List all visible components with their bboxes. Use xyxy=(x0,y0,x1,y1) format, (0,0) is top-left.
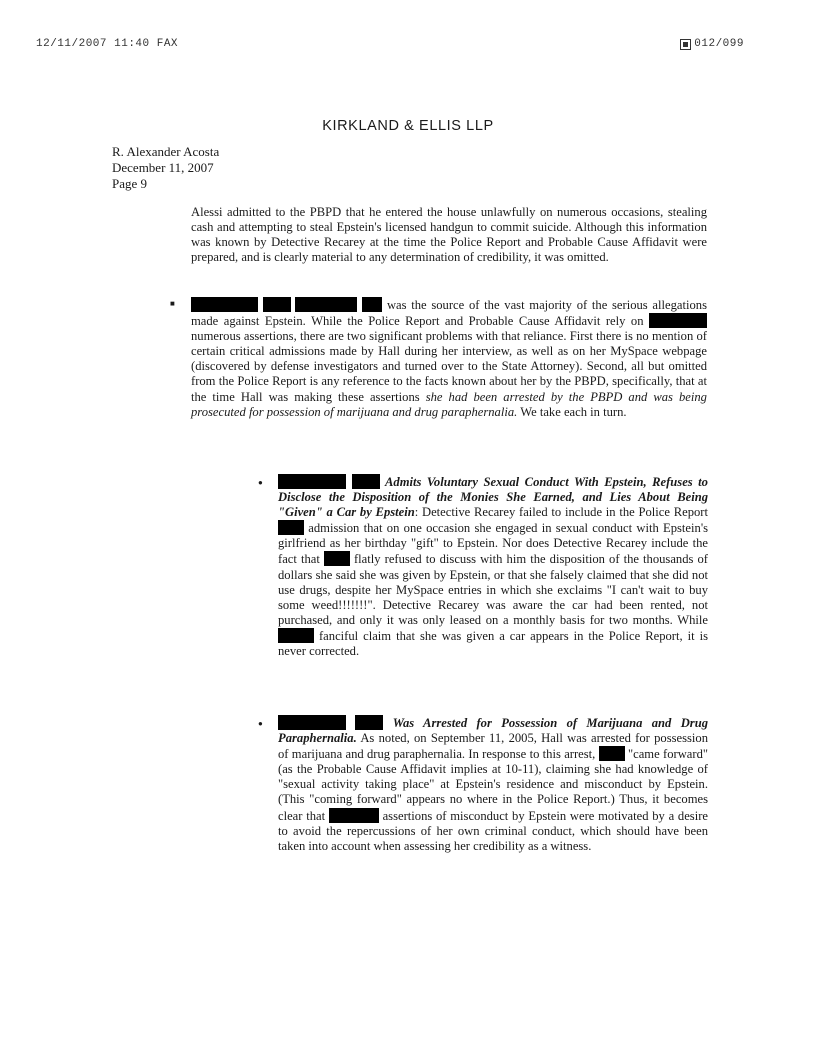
redaction-bar xyxy=(278,715,346,730)
redaction-bar xyxy=(295,297,357,312)
fax-page-counter xyxy=(680,38,744,50)
paragraph-text: We take each in turn. xyxy=(520,404,627,419)
fax-checkbox-icon xyxy=(680,39,691,50)
fax-timestamp: 12/11/2007 11:40 FAX xyxy=(36,38,179,50)
redaction-bar xyxy=(278,628,314,643)
redaction-bar xyxy=(263,297,291,312)
redaction-bar xyxy=(278,520,304,535)
redaction-bar xyxy=(599,746,625,761)
letter-date: December 11, 2007 xyxy=(112,160,214,175)
addressee-name: R. Alexander Acosta xyxy=(112,144,220,159)
sub-point-text: fanciful claim that she was given a car appears in the Police Report, it is never corrected. xyxy=(278,628,708,659)
sub-point-heading: Admits Voluntary Sexual Conduct With Epstein, Refuses to Disclose the Disposition of the Monies She Earned, and Lies About Being "Given" a Car by Epstein xyxy=(278,475,708,520)
sub-point-text: : Detective Recarey failed to include in the Police Report xyxy=(414,505,708,520)
redaction-bar xyxy=(362,297,382,312)
sub-bullet-icon: ● xyxy=(258,719,263,728)
letterhead: KIRKLAND & ELLIS LLP xyxy=(322,118,494,134)
sub-point-text: As noted, on September 11, 2005, Hall was arrested for possession of marijuana and drug paraphernalia. In response to this arrest, xyxy=(278,731,708,762)
paragraph-text: numerous assertions, there are two significant problems with that reliance. First there is no mention of certain critical admissions made by Hall during her interview, as well as on her MySpace webpage (discovered by defense investigators and turned over to the State Attorney). Second, all but omitted from the Police Report is any reference to the facts known about her by the PBPD, specifically, that at the time Hall was making these assertions xyxy=(191,329,707,404)
redaction-bar xyxy=(329,808,379,823)
redaction-bar xyxy=(324,551,350,566)
bullet-icon: ■ xyxy=(170,299,175,308)
fax-page-number: 012/099 xyxy=(694,38,744,50)
sub-point-voluntary-conduct xyxy=(278,474,708,659)
sub-point-text: flatly refused to discuss with him the disposition of the thousands of dollars she said she was given by Epstein, or that she falsely claimed that she did not use drugs, despite her MySpace entries in which she exclaims "I can't wait to buy some weed!!!!!!!". Detective Recarey was aware the car had been rented, not purchased, and only it was only leased on a monthly basis for two months. While xyxy=(278,552,708,627)
paragraph-italic-text: she had been arrested by the PBPD and was being prosecuted for possession of marijuana and drug paraphernalia. xyxy=(191,389,707,419)
redaction-bar xyxy=(355,715,383,730)
sub-point-heading: Was Arrested for Possession of Marijuana and Drug Paraphernalia. xyxy=(278,716,708,746)
paragraph-text: was the source of the vast majority of the serious allegations made against Epstein. While the Police Report and Probable Cause Affidavit rely on xyxy=(191,298,707,329)
sub-point-text: assertions of misconduct by Epstein were motivated by a desire to avoid the repercussions of her own criminal conduct, which should have been taken into account when assessing her credibility as a witness. xyxy=(278,808,708,853)
page-number: Page 9 xyxy=(112,176,148,191)
redaction-bar xyxy=(191,297,258,312)
redaction-bar xyxy=(352,474,380,489)
sub-point-text: admission that on one occasion she engaged in sexual conduct with Epstein's girlfriend as her birthday "gift" to Epstein. Nor does Detective Recarey include the fact that xyxy=(278,521,708,567)
addressee-block xyxy=(112,144,219,192)
sub-point-arrest xyxy=(278,715,708,854)
redaction-bar xyxy=(278,474,346,489)
sub-bullet-icon: ● xyxy=(258,478,263,487)
redaction-bar xyxy=(649,313,707,328)
paragraph-alessi: Alessi admitted to the PBPD that he entered the house unlawfully on numerous occasions, stealing cash and attempting to steal Epstein's licensed handgun to commit suicide. Although this information was known by Detective Recarey at the time the Police Report and Probable Cause Affidavit were prepared, and is clearly material to any determination of credibility, it was omitted. xyxy=(191,205,707,265)
sub-point-text: "came forward" (as the Probable Cause Affidavit implies at 10-11), claiming she had knowledge of "sexual activity taking place" at Epstein's residence and misconduct by Epstein. (This "coming forward" appears no where in the Police Report.) Thus, it becomes clear that xyxy=(278,747,709,823)
letter-body xyxy=(191,205,707,265)
paragraph-hall xyxy=(191,297,707,420)
